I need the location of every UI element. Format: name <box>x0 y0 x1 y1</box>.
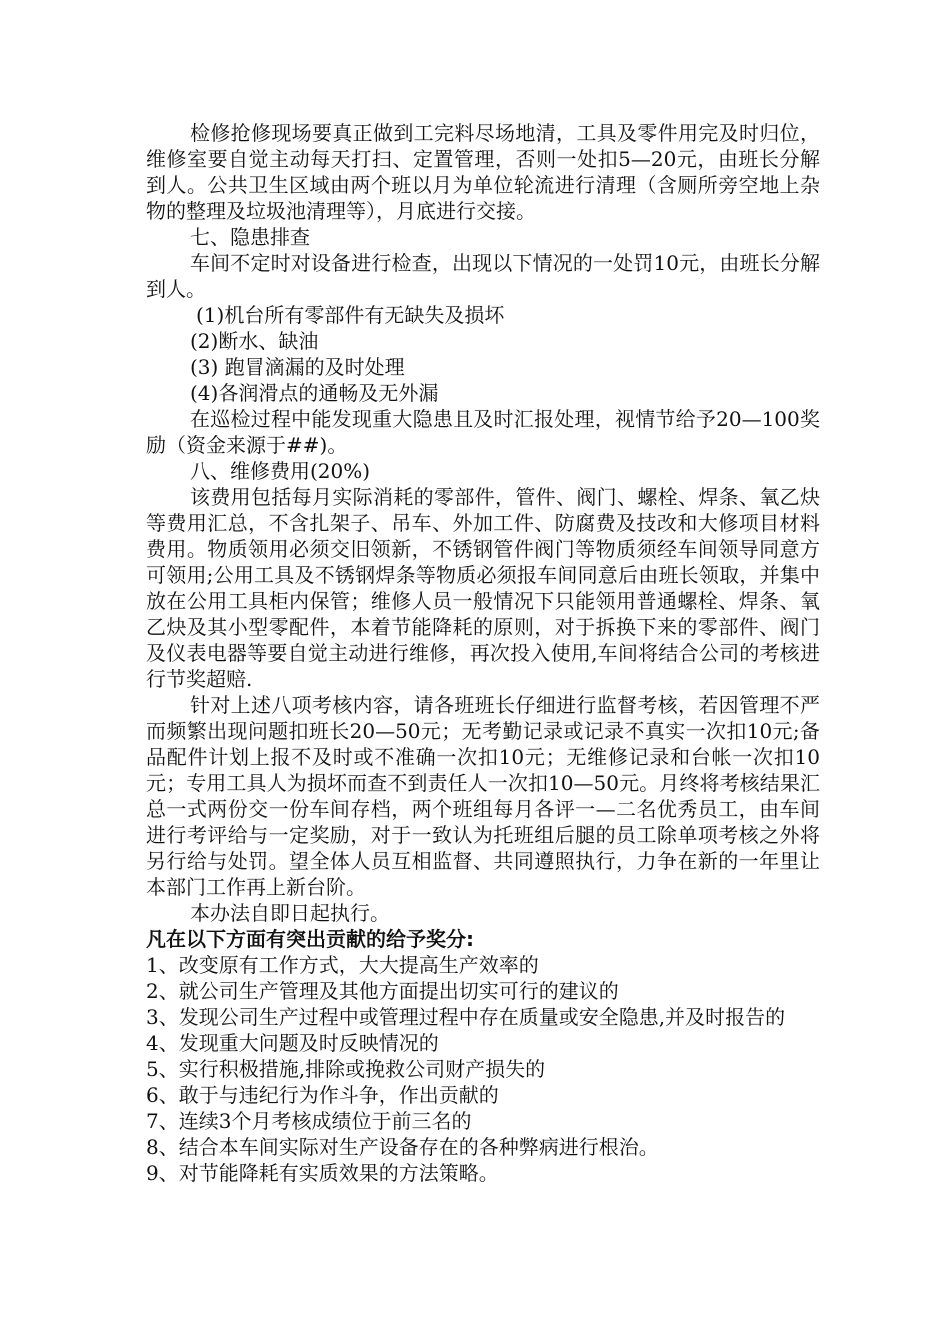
reward-item: 8、结合本车间实际对生产设备存在的各种弊病进行根治。 <box>146 1135 659 1159</box>
section-heading-maintenance-cost: 八、维修费用(20%) <box>190 459 371 483</box>
reward-item: 9、对节能降耗有实质效果的方法策略。 <box>146 1161 499 1185</box>
reward-item: 6、敢于与违纪行为作斗争，作出贡献的 <box>146 1083 499 1107</box>
check-item: (1)机台所有零部件有无缺失及损坏 <box>196 303 505 327</box>
reward-item: 7、连续3个月考核成绩位于前三名的 <box>146 1109 472 1133</box>
check-item: (2)断水、缺油 <box>190 329 319 353</box>
paragraph-site-cleanup: 检修抢修现场要真正做到工完料尽场地清，工具及零件用完及时归位，维修室要自觉主动每天打扫、定置管理，否则一处扣5—20元，由班长分解到人。公共卫生区域由两个班以月为单位轮流进行清理（含厕所旁空地上杂物的整理及垃圾池清理等），月底进行交接。 <box>146 121 820 223</box>
paragraph-inspection-penalty: 车间不定时对设备进行检查，出现以下情况的一处罚10元，由班长分解到人。 <box>146 251 820 301</box>
check-item: (4)各润滑点的通畅及无外漏 <box>190 381 439 405</box>
paragraph-maintenance-cost: 该费用包括每月实际消耗的零部件，管件、阀门、螺栓、焊条、氧乙炔等费用汇总，不含扎架子、吊车、外加工件、防腐费及技改和大修项目材料费用。物质领用必须交旧领新，不锈钢管件阀门等物质须经车间领导同意方可领用;公用工具及不锈钢焊条等物质必须报车间同意后由班长领取，并集中放在公用工具柜内保管；维修人员一般情况下只能领用普通螺栓、焊条、氧乙炔及其小型零配件，本着节能降耗的原则，对于拆换下来的零部件、阀门及仪表电器等要自觉主动进行维修，再次投入使用,车间将结合公司的考核进行节奖超赔. <box>146 485 820 691</box>
reward-item: 4、发现重大问题及时反映情况的 <box>146 1031 439 1055</box>
reward-item: 5、实行积极措施,排除或挽救公司财产损失的 <box>146 1057 546 1081</box>
paragraph-supervision: 针对上述八项考核内容，请各班班长仔细进行监督考核，若因管理不严而频繁出现问题扣班长20—50元；无考勤记录或记录不真实一次扣10元;备品配件计划上报不及时或不准确一次扣10元；无维修记录和台帐一次扣10元；专用工具人为损坏而查不到责任人一次扣10—50元。月终将考核结果汇总一式两份交一份车间存档，两个班组每月各评一—二名优秀员工，由车间进行考评给与一定奖励，对于一致认为托班组后腿的员工除单项考核之外将另行给与处罚。望全体人员互相监督、共同遵照执行，力争在新的一年里让本部门工作再上新台阶。 <box>146 693 820 899</box>
paragraph-effective-date: 本办法自即日起执行。 <box>190 901 390 925</box>
reward-item: 3、发现公司生产过程中或管理过程中存在质量或安全隐患,并及时报告的 <box>146 1005 786 1029</box>
section-heading-hazard-inspection: 七、隐患排查 <box>190 225 310 249</box>
reward-item: 2、就公司生产管理及其他方面提出切实可行的建议的 <box>146 979 619 1003</box>
reward-heading: 凡在以下方面有突出贡献的给予奖分: <box>146 927 474 951</box>
paragraph-hazard-reward: 在巡检过程中能发现重大隐患且及时汇报处理，视情节给予20—100奖励（资金来源于##)。 <box>146 407 820 457</box>
check-item: (3) 跑冒滴漏的及时处理 <box>190 355 405 379</box>
reward-item: 1、改变原有工作方式，大大提高生产效率的 <box>146 953 539 977</box>
